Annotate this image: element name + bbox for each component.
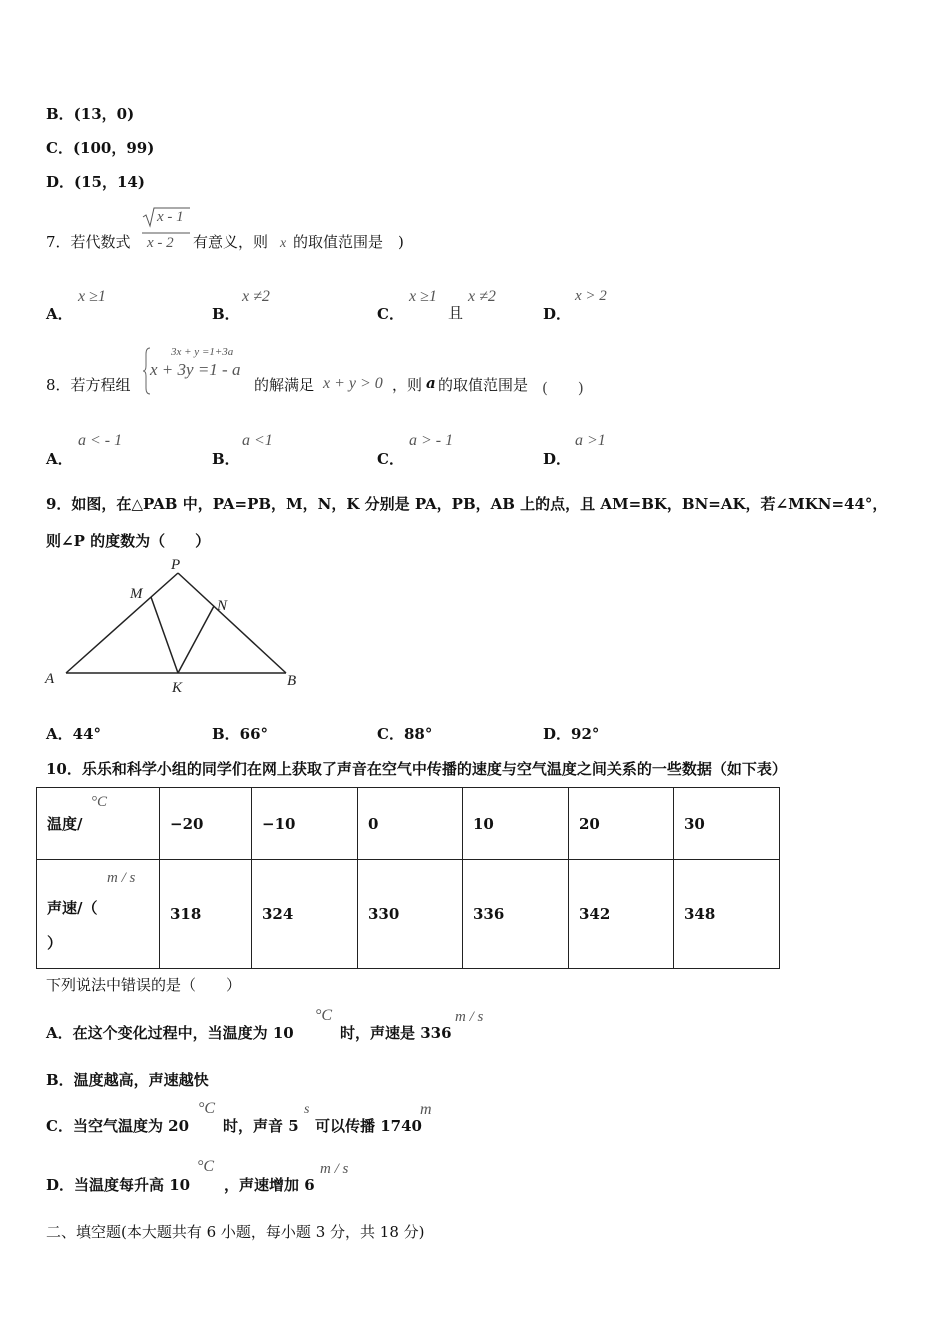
- q7-label-a: A．: [46, 305, 73, 323]
- q7-label-c: C．: [377, 305, 404, 323]
- table-cell: 330: [358, 860, 463, 969]
- table-cell: 342: [569, 860, 674, 969]
- q8-option-d: a >1: [575, 432, 606, 449]
- q9-option-b: B．66°: [212, 725, 269, 743]
- q10-option-b: B．温度越高，声速越快: [46, 1071, 209, 1089]
- q9-line2: 则∠P 的度数为（ ）: [46, 532, 211, 550]
- q8-label-c: C．: [377, 450, 404, 468]
- table-cell: 324: [252, 860, 358, 969]
- label-p: P: [171, 557, 181, 573]
- segment-mk: [151, 597, 178, 673]
- q10-option-a-mid: 时，声速是 336: [340, 1024, 452, 1042]
- header-speed-close: ）: [47, 934, 63, 952]
- q10-option-c-unit3: m: [420, 1101, 432, 1118]
- table-cell: 0: [358, 788, 463, 860]
- table-cell: 20: [569, 788, 674, 860]
- header-speed-unit: m / s: [107, 870, 136, 886]
- q9-option-c: C．88°: [377, 725, 433, 743]
- q10-option-a-unit2: m / s: [455, 1009, 484, 1025]
- q8-option-b: a <1: [242, 432, 273, 449]
- q10-option-d-unit1: °C: [197, 1158, 215, 1175]
- q7-numerator: x - 1: [157, 209, 184, 225]
- q10-option-a-unit1: °C: [315, 1007, 333, 1024]
- q8-option-c: a > - 1: [409, 432, 454, 449]
- table-cell: 318: [160, 860, 252, 969]
- q7-prefix: 7．若代数式: [46, 233, 131, 251]
- label-b: B: [287, 673, 297, 689]
- q10-option-d-unit2: m / s: [320, 1161, 349, 1177]
- table-cell: 348: [674, 860, 780, 969]
- q8-option-a: a < - 1: [78, 432, 123, 449]
- q10-option-c-unit1: °C: [198, 1100, 216, 1117]
- label-k: K: [172, 680, 183, 696]
- q9-option-d: D．92°: [543, 725, 600, 743]
- side-pa: [66, 573, 178, 673]
- q7-option-a: x ≥1: [78, 288, 106, 305]
- table-cell: −20: [160, 788, 252, 860]
- q6-option-c: C．(100，99): [46, 139, 155, 157]
- q8-eq2: x + 3y =1 - a: [150, 360, 241, 379]
- table-cell: 336: [463, 860, 569, 969]
- q8-label-a: A．: [46, 450, 73, 468]
- q8-eq1: 3x + y =1+3a: [171, 346, 234, 358]
- table-cell: 30: [674, 788, 780, 860]
- q7-denominator: x - 2: [147, 235, 174, 251]
- q9-line1: 9．如图，在△PAB 中，PA=PB，M，N，K 分别是 PA，PB，AB 上的点，且 AM=BK，BN=AK，若∠MKN=44°，: [46, 495, 888, 513]
- q7-suffix: 的取值范围是 ): [293, 233, 404, 251]
- q7-label-b: B．: [212, 305, 240, 323]
- segment-kn: [178, 606, 214, 673]
- q8-mid: 的解满足: [254, 376, 315, 394]
- header-speed-label: 声速/（: [47, 898, 98, 917]
- q8-label-b: B．: [212, 450, 240, 468]
- label-n: N: [217, 598, 228, 614]
- q7-label-d: D．: [543, 305, 572, 323]
- q7-var: x: [280, 236, 287, 251]
- q9-option-a: A．44°: [46, 725, 102, 743]
- side-pb: [178, 573, 286, 673]
- q7-option-c: x ≥1: [409, 288, 437, 305]
- header-temperature-label: 温度/: [47, 815, 83, 833]
- q10-question: 下列说法中错误的是（ ）: [46, 976, 242, 994]
- header-speed: [37, 860, 160, 969]
- q7-option-d: x > 2: [575, 288, 607, 304]
- q10-option-c-text: C．当空气温度为 20: [46, 1117, 190, 1135]
- q10-stem: 10．乐乐和科学小组的同学们在网上获取了声音在空气中传播的速度与空气温度之间关系的一些数据（如下表）: [46, 760, 787, 778]
- label-m: M: [130, 586, 143, 602]
- section-title: 二、填空题(本大题共有 6 小题，每小题 3 分，共 18 分): [46, 1223, 425, 1241]
- q8-a-var: a: [426, 374, 436, 392]
- q6-option-d: D．(15，14): [46, 173, 145, 191]
- q8-suffix: 的取值范围是: [438, 376, 529, 394]
- q7-mid: 有意义，则: [193, 233, 269, 251]
- q8-condition: x + y > 0: [323, 375, 383, 392]
- header-temperature-unit: °C: [91, 794, 108, 810]
- q10-option-a-text: A．在这个变化过程中，当温度为 10: [46, 1024, 294, 1042]
- table-row-temperature: [37, 788, 780, 860]
- q8-label-d: D．: [543, 450, 572, 468]
- q10-option-d-mid: ，声速增加 6: [224, 1176, 315, 1194]
- q6-option-b: B．(13，0): [46, 105, 135, 123]
- q10-option-c-mid2: 可以传播 1740: [315, 1117, 422, 1135]
- table-cell: −10: [252, 788, 358, 860]
- header-temperature: [37, 788, 160, 860]
- label-a: A: [45, 671, 55, 687]
- q8-paren: ( ): [542, 379, 584, 397]
- q7-option-b: x ≠2: [242, 288, 270, 305]
- q10-option-d-text: D．当温度每升高 10: [46, 1176, 191, 1194]
- q10-option-c-unit2: s: [304, 1102, 310, 1117]
- table-row-speed: [37, 860, 780, 969]
- q7-option-c-joiner: 且: [448, 304, 464, 322]
- data-table: [36, 787, 780, 969]
- q8-tail: ，则: [392, 376, 423, 394]
- q10-option-c-mid: 时，声音 5: [223, 1117, 299, 1135]
- q8-prefix: 8．若方程组: [46, 376, 131, 394]
- table-cell: 10: [463, 788, 569, 860]
- q7-option-c-extra: x ≠2: [468, 288, 496, 305]
- triangle-figure: [40, 555, 305, 697]
- q7-fraction: [140, 203, 192, 255]
